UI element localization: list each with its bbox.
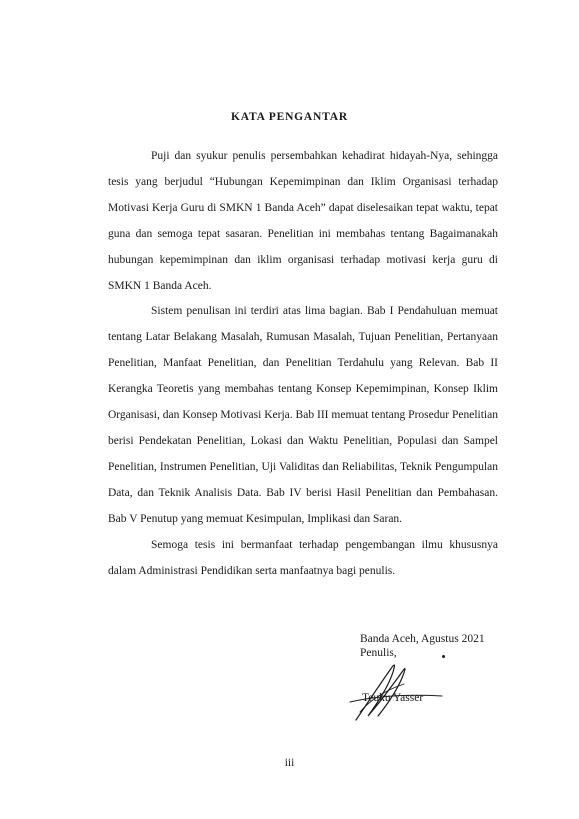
page-number: iii [284, 757, 295, 769]
handwritten-signature [346, 650, 456, 722]
signature-block [360, 632, 550, 727]
signature-name: Teuku Yasser [362, 692, 424, 704]
signature-place-date: Banda Aceh, Agustus 2021 [360, 633, 485, 645]
body-text [108, 144, 498, 584]
paragraph-closing: Semoga tesis ini bermanfaat terhadap pengembangan ilmu khususnya dalam Administrasi Pendidikan serta manfaatnya bagi penulis. [108, 538, 498, 577]
paragraph-intro: Puji dan syukur penulis persembahkan kehadirat hidayah-Nya, sehingga tesis yang berjudul “Hubungan Kepemimpinan dan Iklim Organisasi terhadap Motivasi Kerja Guru di SMKN 1 Banda Aceh” dapat diselesaikan tepat waktu, tepat guna dan semoga tepat sasaran. Penelitian ini membahas tentang Bagaimanakah hubungan kepemimpinan dan iklim organisasi terhadap motivasi kerja guru di SMKN 1 Banda Aceh. [108, 150, 498, 292]
signature-role: Penulis, [360, 647, 397, 659]
paragraph-structure: Sistem penulisan ini terdiri atas lima bagian. Bab I Pendahuluan memuat tentang Latar Belakang Masalah, Rumusan Masalah, Tujuan Penelitian, Pertanyaan Penelitian, Manfaat Penelitian, dan Penelitian Terdahulu yang Relevan. Bab II Kerangka Teoretis yang membahas tentang Konsep Kepemimpinan, Konsep Iklim Organisasi, dan Konsep Motivasi Kerja. Bab III memuat tentang Prosedur Penelitian berisi Pendekatan Penelitian, Lokasi dan Waktu Penelitian, Populasi dan Sampel Penelitian, Instrumen Penelitian, Uji Validitas dan Reliabilitas, Teknik Pengumpulan Data, dan Teknik Analisis Data. Bab IV berisi Hasil Penelitian dan Pembahasan. Bab V Penutup yang memuat Kesimpulan, Implikasi dan Saran. [108, 305, 498, 525]
page-title: KATA PENGANTAR [231, 111, 348, 123]
